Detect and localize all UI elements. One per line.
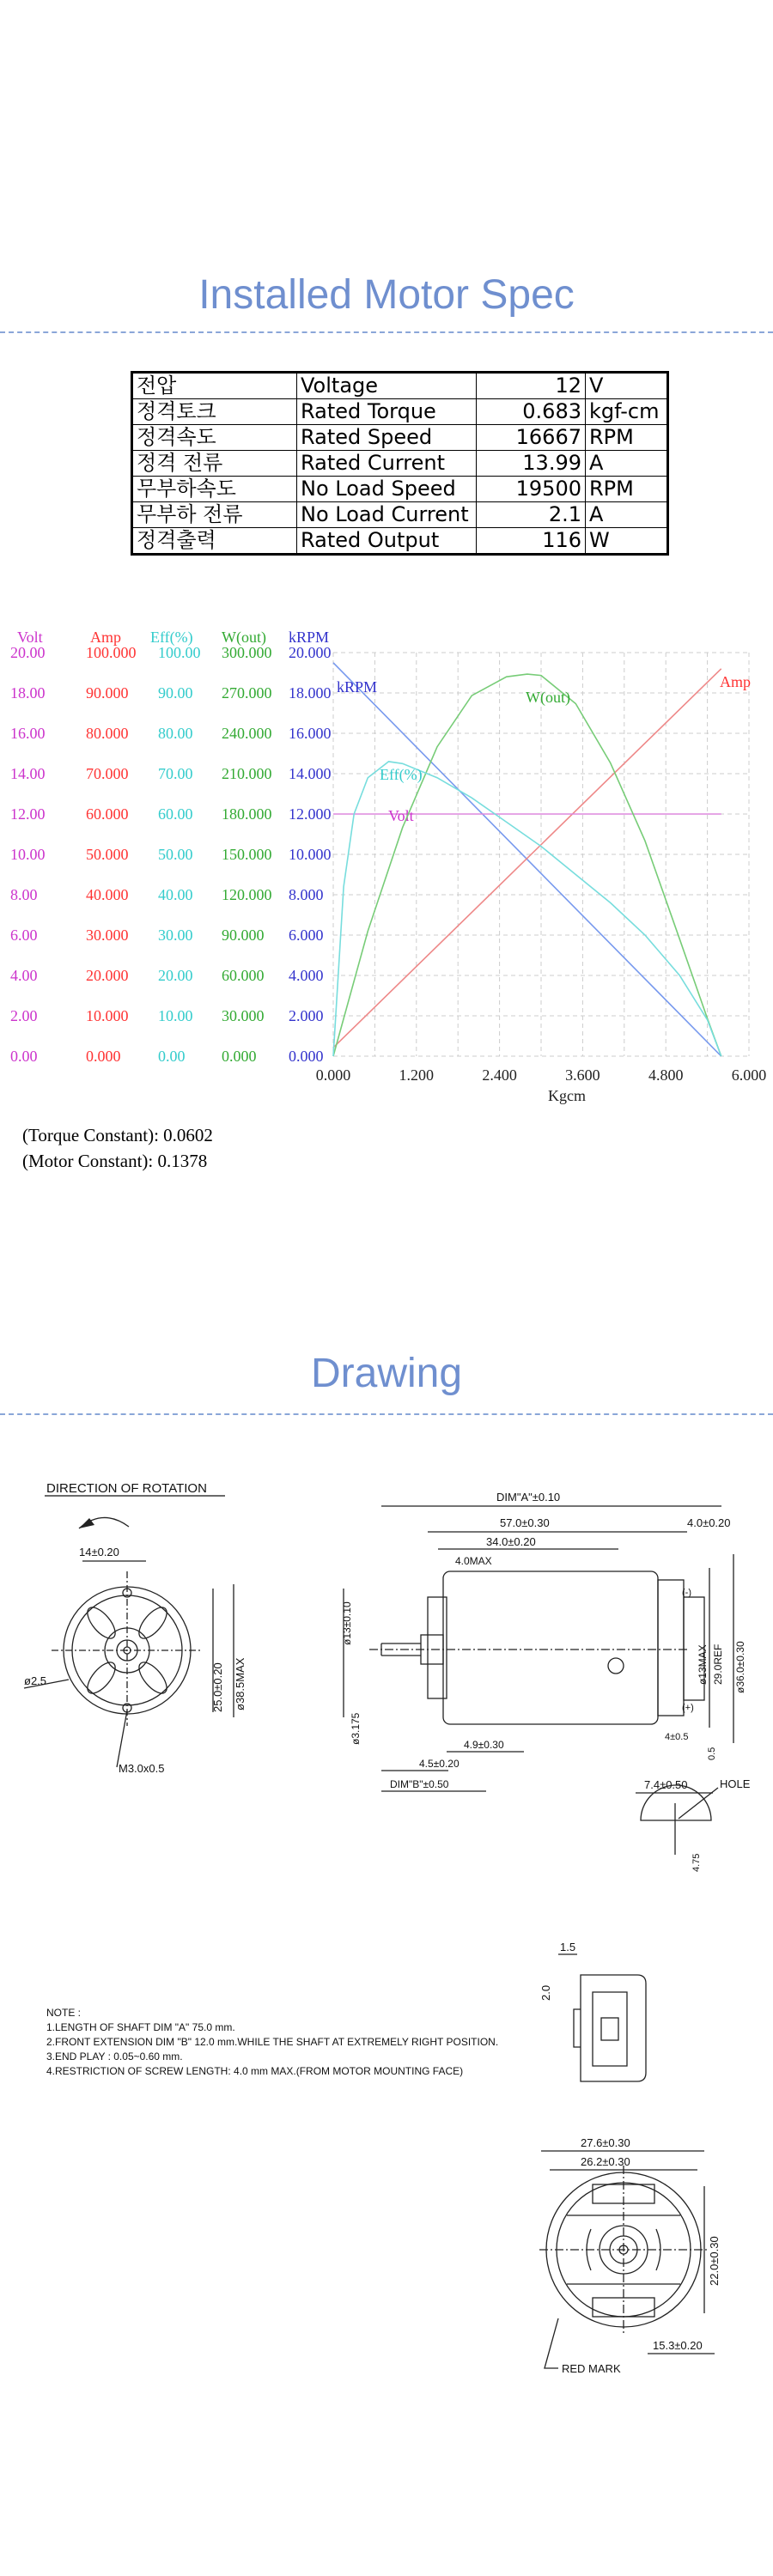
y-tick-label: 100.00 xyxy=(158,644,201,661)
y-tick-label: 4.00 xyxy=(10,967,38,984)
spec-unit-cell: W xyxy=(586,528,668,555)
torque-constant: (Torque Constant): 0.0602 xyxy=(22,1125,213,1145)
x-axis-label: Kgcm xyxy=(548,1087,586,1104)
y-tick-label: 80.000 xyxy=(86,725,129,742)
spec-eng-cell: Rated Torque xyxy=(297,399,477,425)
spec-value-cell: 13.99 xyxy=(477,451,586,477)
spec-row xyxy=(132,502,668,528)
spec-row xyxy=(132,399,668,425)
y-tick-label: 30.000 xyxy=(86,927,129,944)
dim-m3: M3.0x0.5 xyxy=(119,1762,165,1775)
terminal-detail xyxy=(539,1941,646,2081)
y-tick-label: 10.00 xyxy=(158,1007,193,1024)
y-tick-label: 10.000 xyxy=(86,1007,129,1024)
x-tick-label: 0.000 xyxy=(315,1066,351,1084)
dim-4: 4.0±0.20 xyxy=(687,1516,731,1529)
dim-a: DIM"A"±0.10 xyxy=(496,1491,561,1504)
spec-unit-cell: kgf-cm xyxy=(586,399,668,425)
note-line: 4.RESTRICTION OF SCREW LENGTH: 4.0 mm MAX.(FROM MOTOR MOUNTING FACE) xyxy=(46,2065,464,2077)
dim-57: 57.0±0.30 xyxy=(500,1516,550,1529)
y-tick-label: 8.000 xyxy=(289,886,324,903)
spec-row xyxy=(132,451,668,477)
drawing-section-title: Drawing xyxy=(310,1351,463,1396)
y-tick-label: 40.00 xyxy=(158,886,193,903)
y-tick-label: 30.00 xyxy=(158,927,193,944)
dim-13max: ø13MAX xyxy=(697,1644,709,1685)
motor-drawing xyxy=(0,1460,773,2533)
y-tick-label: 80.00 xyxy=(158,725,193,742)
notes xyxy=(46,2007,498,2077)
spec-kor-cell: 정격속도 xyxy=(132,425,297,451)
spec-row xyxy=(132,477,668,502)
dim-27-6: 27.6±0.30 xyxy=(581,2136,630,2149)
dim-3175: ø3.175 xyxy=(350,1712,362,1745)
x-tick-label: 2.400 xyxy=(482,1066,517,1084)
dim-38: ø38.5MAX xyxy=(234,1657,247,1710)
spec-row xyxy=(132,373,668,399)
y-tick-label: 20.00 xyxy=(158,967,193,984)
spec-value-cell: 2.1 xyxy=(477,502,586,528)
note-line: 1.LENGTH OF SHAFT DIM "A" 75.0 mm. xyxy=(46,2021,235,2033)
spec-value-cell: 19500 xyxy=(477,477,586,502)
side-view xyxy=(341,1491,751,1872)
note-line: 2.FRONT EXTENSION DIM "B" 12.0 mm.WHILE THE SHAFT AT EXTREMELY RIGHT POSITION. xyxy=(46,2036,499,2048)
y-tick-label: 16.000 xyxy=(289,725,332,742)
y-tick-label: 16.00 xyxy=(10,725,46,742)
spec-eng-cell: No Load Speed xyxy=(297,477,477,502)
y-tick-label: 30.000 xyxy=(222,1007,265,1024)
y-tick-label: 8.00 xyxy=(10,886,38,903)
dim-2-5: ø2.5 xyxy=(24,1674,47,1687)
series-label: W(out) xyxy=(526,689,570,706)
terminal-plus: (+) xyxy=(682,1703,694,1713)
x-tick-label: 6.000 xyxy=(731,1066,767,1084)
dim-13: ø13±0.10 xyxy=(341,1601,353,1645)
series-line-amp xyxy=(333,669,721,1048)
rear-view xyxy=(539,2136,721,2375)
y-tick-label: 270.000 xyxy=(222,684,272,702)
spec-kor-cell: 정격출력 xyxy=(132,528,297,555)
y-tick-label: 0.000 xyxy=(86,1048,121,1065)
dim-0-5: 0.5 xyxy=(707,1747,717,1760)
motor-body xyxy=(443,1571,658,1724)
y-tick-label: 12.00 xyxy=(10,805,46,823)
dim-22: 22.0±0.30 xyxy=(708,2236,721,2286)
series-line-wout xyxy=(333,674,721,1056)
y-tick-label: 18.000 xyxy=(289,684,332,702)
y-tick-label: 210.000 xyxy=(222,765,272,782)
spec-eng-cell: No Load Current xyxy=(297,502,477,528)
dim-4-9: 4.9±0.30 xyxy=(464,1739,504,1751)
y-tick-label: 70.00 xyxy=(158,765,193,782)
axis-header: Eff(%) xyxy=(150,629,193,646)
series-label: Volt xyxy=(388,807,414,824)
axis-header: Amp xyxy=(90,629,121,646)
dim-1-5: 1.5 xyxy=(560,1941,576,1953)
y-tick-label: 2.000 xyxy=(289,1007,324,1024)
spec-row xyxy=(132,528,668,555)
y-tick-label: 10.000 xyxy=(289,846,332,863)
y-tick-label: 2.00 xyxy=(10,1007,38,1024)
motor-constant: (Motor Constant): 0.1378 xyxy=(22,1151,208,1171)
y-tick-label: 14.000 xyxy=(289,765,332,782)
y-tick-label: 6.00 xyxy=(10,927,38,944)
dim-36: ø36.0±0.30 xyxy=(734,1641,746,1693)
front-view xyxy=(24,1481,247,1775)
y-tick-label: 150.000 xyxy=(222,846,272,863)
series-line-eff xyxy=(333,762,721,1056)
y-tick-label: 0.00 xyxy=(158,1048,186,1065)
y-tick-label: 50.000 xyxy=(86,846,129,863)
y-tick-label: 20.000 xyxy=(289,644,332,661)
spec-kor-cell: 정격토크 xyxy=(132,399,297,425)
dim-26-2: 26.2±0.30 xyxy=(581,2155,630,2168)
spec-unit-cell: A xyxy=(586,451,668,477)
spec-eng-cell: Rated Output xyxy=(297,528,477,555)
dim-15-3: 15.3±0.20 xyxy=(653,2339,703,2352)
spec-unit-cell: V xyxy=(586,373,668,399)
dim-4b: 4±0.5 xyxy=(665,1732,689,1742)
spec-unit-cell: RPM xyxy=(586,425,668,451)
spec-eng-cell: Rated Speed xyxy=(297,425,477,451)
dim-4-75: 4.75 xyxy=(691,1853,702,1872)
y-tick-label: 120.000 xyxy=(222,886,272,903)
dim-2-0: 2.0 xyxy=(539,1984,552,2001)
dim-4-5: 4.5±0.20 xyxy=(419,1758,460,1770)
dim-b: DIM"B"±0.50 xyxy=(390,1778,449,1790)
spec-kor-cell: 무부하속도 xyxy=(132,477,297,502)
y-tick-label: 60.000 xyxy=(86,805,129,823)
x-tick-label: 1.200 xyxy=(399,1066,435,1084)
axis-header: kRPM xyxy=(289,629,330,646)
y-tick-label: 100.000 xyxy=(86,644,137,661)
spec-value-cell: 116 xyxy=(477,528,586,555)
spec-unit-cell: A xyxy=(586,502,668,528)
y-tick-label: 180.000 xyxy=(222,805,272,823)
spec-value-cell: 16667 xyxy=(477,425,586,451)
y-tick-label: 0.00 xyxy=(10,1048,38,1065)
y-tick-label: 300.000 xyxy=(222,644,272,661)
x-tick-label: 4.800 xyxy=(648,1066,684,1084)
series-label: kRPM xyxy=(337,678,378,696)
spec-section-divider xyxy=(0,331,773,333)
dim-34: 34.0±0.20 xyxy=(486,1535,536,1548)
y-tick-label: 90.00 xyxy=(158,684,193,702)
spec-kor-cell: 무부하 전류 xyxy=(132,502,297,528)
spec-unit-cell: RPM xyxy=(586,477,668,502)
red-mark-label: RED MARK xyxy=(562,2362,621,2375)
terminal-minus: (-) xyxy=(682,1588,691,1598)
y-tick-label: 20.000 xyxy=(86,967,129,984)
spec-section-title: Installed Motor Spec xyxy=(198,272,575,318)
y-tick-label: 90.000 xyxy=(222,927,265,944)
spec-value-cell: 12 xyxy=(477,373,586,399)
y-tick-label: 6.000 xyxy=(289,927,324,944)
dim-7-4: 7.4±0.50 xyxy=(644,1778,688,1791)
rotation-label: DIRECTION OF ROTATION xyxy=(46,1481,207,1496)
y-tick-label: 12.000 xyxy=(289,805,332,823)
drawing-section-divider xyxy=(0,1413,773,1415)
series-label: Eff(%) xyxy=(380,766,423,783)
note-line: NOTE : xyxy=(46,2007,82,2019)
spec-value-cell: 0.683 xyxy=(477,399,586,425)
spec-kor-cell: 전압 xyxy=(132,373,297,399)
spec-eng-cell: Rated Current xyxy=(297,451,477,477)
y-tick-label: 70.000 xyxy=(86,765,129,782)
spec-kor-cell: 정격 전류 xyxy=(132,451,297,477)
y-tick-label: 20.00 xyxy=(10,644,46,661)
y-tick-label: 40.000 xyxy=(86,886,129,903)
performance-chart xyxy=(0,610,773,1125)
dim-14: 14±0.20 xyxy=(79,1546,119,1558)
spec-eng-cell: Voltage xyxy=(297,373,477,399)
y-tick-label: 4.000 xyxy=(289,967,324,984)
x-tick-label: 3.600 xyxy=(565,1066,600,1084)
y-tick-label: 240.000 xyxy=(222,725,272,742)
dim-25: 25.0±0.20 xyxy=(211,1662,224,1712)
motor-spec-table xyxy=(131,371,669,556)
dim-4max: 4.0MAX xyxy=(455,1555,492,1567)
y-tick-label: 10.00 xyxy=(10,846,46,863)
axis-header: W(out) xyxy=(222,629,266,646)
dim-29: 29.0REF xyxy=(712,1643,724,1685)
y-tick-label: 0.000 xyxy=(222,1048,257,1065)
hole-label: HOLE xyxy=(720,1777,751,1790)
y-tick-label: 90.000 xyxy=(86,684,129,702)
y-tick-label: 50.00 xyxy=(158,846,193,863)
y-tick-label: 18.00 xyxy=(10,684,46,702)
y-tick-label: 14.00 xyxy=(10,765,46,782)
y-tick-label: 60.00 xyxy=(158,805,193,823)
series-label: Amp xyxy=(720,673,751,690)
y-tick-label: 60.000 xyxy=(222,967,265,984)
spec-row xyxy=(132,425,668,451)
axis-header: Volt xyxy=(17,629,43,646)
note-line: 3.END PLAY : 0.05~0.60 mm. xyxy=(46,2050,183,2063)
y-tick-label: 0.000 xyxy=(289,1048,324,1065)
